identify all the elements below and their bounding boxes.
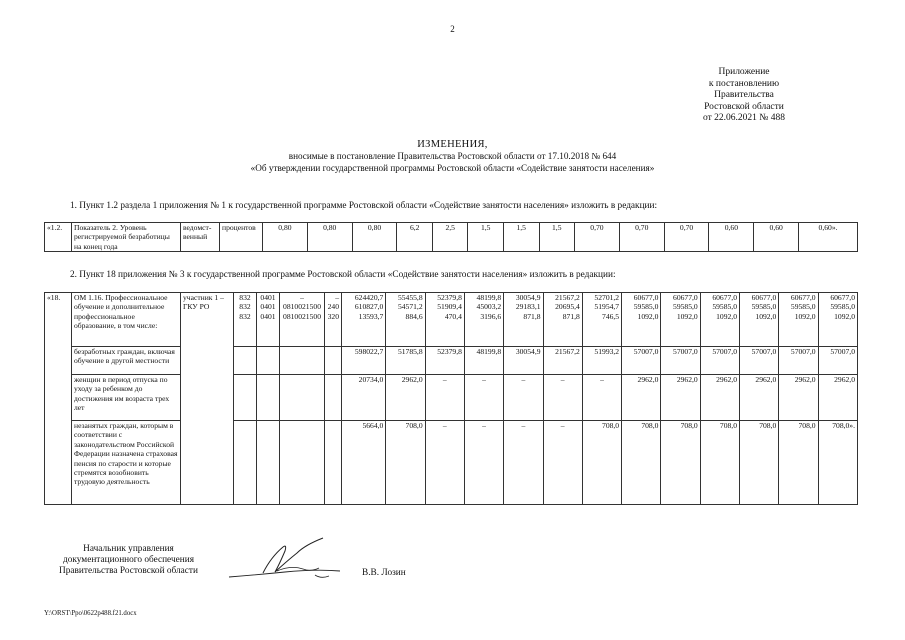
cell: «1.2. bbox=[45, 223, 72, 252]
cell bbox=[280, 421, 325, 505]
cell: 52379,8 51909,4 470,4 bbox=[425, 293, 464, 347]
table-row bbox=[45, 347, 858, 375]
cell bbox=[234, 347, 257, 375]
table-row bbox=[45, 293, 858, 347]
cell bbox=[325, 375, 342, 421]
signatory-name: В.В. Лозин bbox=[362, 568, 406, 578]
position-line: Начальник управления bbox=[83, 544, 174, 554]
appendix-line: Приложение bbox=[718, 67, 770, 77]
cell: 1,5 bbox=[503, 223, 539, 252]
cell: – bbox=[464, 375, 503, 421]
cell: – bbox=[582, 375, 621, 421]
cell: 708,0 bbox=[582, 421, 621, 505]
cell: 5664,0 bbox=[342, 421, 386, 505]
cell: 21567,2 20695,4 871,8 bbox=[543, 293, 582, 347]
cell: – bbox=[543, 421, 582, 505]
cell: – 0810021500 0810021500 bbox=[280, 293, 325, 347]
subtitle-line-2: «Об утверждении государственной программы Ростовской области «Содействие занятости населения» bbox=[250, 162, 655, 173]
cell: 60677,0 59585,0 1092,0 bbox=[818, 293, 857, 347]
cell: 0,60». bbox=[799, 223, 858, 252]
cell: 0,80 bbox=[263, 223, 308, 252]
cell: безработных граждан, включая обучение в другой местности bbox=[72, 347, 181, 375]
cell: 2962,0 bbox=[386, 375, 425, 421]
cell: 2,5 bbox=[432, 223, 468, 252]
cell: 57007,0 bbox=[740, 347, 779, 375]
cell: 55455,8 54571,2 884,6 bbox=[386, 293, 425, 347]
cell: 57007,0 bbox=[622, 347, 661, 375]
cell: 0401 0401 0401 bbox=[257, 293, 280, 347]
cell bbox=[257, 347, 280, 375]
cell: 708,0 bbox=[386, 421, 425, 505]
cell: 708,0 bbox=[700, 421, 739, 505]
cell: 0,70 bbox=[619, 223, 664, 252]
cell: 0,80 bbox=[352, 223, 397, 252]
cell: 6,2 bbox=[397, 223, 433, 252]
cell: 708,0». bbox=[818, 421, 857, 505]
cell: ОМ 1.16. Профессиональное обучение и дополнительное профессиональное образование, в том числе: bbox=[72, 293, 181, 347]
file-path: Y:\ORST\Ppo\0622p488.f21.docx bbox=[44, 610, 137, 617]
table-row bbox=[45, 421, 858, 505]
cell: 624420,7 610827,0 13593,7 bbox=[342, 293, 386, 347]
cell bbox=[325, 347, 342, 375]
handwritten-signature-icon bbox=[225, 535, 345, 585]
table-row bbox=[45, 375, 858, 421]
cell: 2962,0 bbox=[779, 375, 818, 421]
cell: ведомст-венный bbox=[181, 223, 220, 252]
cell: 708,0 bbox=[740, 421, 779, 505]
cell: – bbox=[504, 375, 543, 421]
funding-table bbox=[44, 292, 858, 505]
cell: 51993,2 bbox=[582, 347, 621, 375]
table-row bbox=[45, 223, 858, 252]
signatory-position bbox=[46, 544, 211, 577]
cell: 598022,7 bbox=[342, 347, 386, 375]
cell: женщин в период отпуска по уходу за ребенком до достижения им возраста трех лет bbox=[72, 375, 181, 421]
page-number: 2 bbox=[450, 24, 455, 34]
cell: 60677,0 59585,0 1092,0 bbox=[700, 293, 739, 347]
cell: 0,60 bbox=[754, 223, 799, 252]
cell: 51785,8 bbox=[386, 347, 425, 375]
cell: 60677,0 59585,0 1092,0 bbox=[622, 293, 661, 347]
cell: 30054,9 29183,1 871,8 bbox=[504, 293, 543, 347]
position-line: документационного обеспечения bbox=[63, 555, 194, 565]
cell: – bbox=[504, 421, 543, 505]
cell: участник 1 – ГКУ РО bbox=[181, 293, 234, 505]
appendix-line: к постановлению bbox=[708, 78, 780, 89]
cell: 2962,0 bbox=[661, 375, 700, 421]
subtitle-line-1: вносимые в постановление Правительства Ростовской области от 17.10.2018 № 644 bbox=[288, 151, 617, 161]
appendix-block bbox=[669, 67, 819, 125]
cell: 0,70 bbox=[575, 223, 620, 252]
cell: – 240 320 bbox=[325, 293, 342, 347]
cell: процентов bbox=[220, 223, 263, 252]
cell: 1,5 bbox=[468, 223, 504, 252]
cell: 708,0 bbox=[779, 421, 818, 505]
cell: 48199,8 45003,2 3196,6 bbox=[464, 293, 503, 347]
document-title: ИЗМЕНЕНИЯ, bbox=[417, 139, 488, 150]
cell: 52379,8 bbox=[425, 347, 464, 375]
cell: 57007,0 bbox=[661, 347, 700, 375]
cell: Показатель 2. Уровень регистрируемой безработицы на конец года bbox=[72, 223, 181, 252]
cell: 57007,0 bbox=[779, 347, 818, 375]
cell: 57007,0 bbox=[700, 347, 739, 375]
cell: – bbox=[543, 375, 582, 421]
cell: 52701,2 51954,7 746,5 bbox=[582, 293, 621, 347]
appendix-line: от 22.06.2021 № 488 bbox=[703, 113, 785, 123]
appendix-line: Ростовской области bbox=[704, 101, 784, 112]
cell: 2962,0 bbox=[622, 375, 661, 421]
cell: 0,70 bbox=[664, 223, 709, 252]
cell bbox=[257, 375, 280, 421]
cell: 832 832 832 bbox=[234, 293, 257, 347]
cell bbox=[234, 375, 257, 421]
position-line: Правительства Ростовской области bbox=[59, 566, 198, 576]
item-1-text: 1. Пункт 1.2 раздела 1 приложения № 1 к государственной программе Ростовской области «Содействие занятости населения» изложить в редакции: bbox=[70, 201, 658, 211]
appendix-line: Правительства bbox=[714, 90, 774, 100]
document-subtitle bbox=[0, 151, 905, 174]
cell: 60677,0 59585,0 1092,0 bbox=[740, 293, 779, 347]
indicator-table bbox=[44, 222, 858, 252]
cell: 2962,0 bbox=[740, 375, 779, 421]
cell: – bbox=[425, 375, 464, 421]
item-2-text: 2. Пункт 18 приложения № 3 к государственной программе Ростовской области «Содействие занятости населения» изложить в редакции: bbox=[70, 270, 616, 280]
cell: 2962,0 bbox=[818, 375, 857, 421]
cell: «18. bbox=[45, 293, 72, 505]
cell bbox=[280, 347, 325, 375]
cell: 21567,2 bbox=[543, 347, 582, 375]
cell: 48199,8 bbox=[464, 347, 503, 375]
cell bbox=[280, 375, 325, 421]
cell bbox=[257, 421, 280, 505]
cell: 2962,0 bbox=[700, 375, 739, 421]
cell: 20734,0 bbox=[342, 375, 386, 421]
cell: 0,60 bbox=[709, 223, 754, 252]
cell: 60677,0 59585,0 1092,0 bbox=[661, 293, 700, 347]
cell: 708,0 bbox=[661, 421, 700, 505]
cell: 30054,9 bbox=[504, 347, 543, 375]
cell: – bbox=[464, 421, 503, 505]
cell: незанятых граждан, которым в соответствии с законодательством Российской Федерации назначена страховая пенсия по старости и которые стремятся возобновить трудовую деятельность bbox=[72, 421, 181, 505]
cell: 60677,0 59585,0 1092,0 bbox=[779, 293, 818, 347]
cell: 0,80 bbox=[307, 223, 352, 252]
cell: 57007,0 bbox=[818, 347, 857, 375]
cell: 1,5 bbox=[539, 223, 575, 252]
cell: – bbox=[425, 421, 464, 505]
cell: 708,0 bbox=[622, 421, 661, 505]
cell bbox=[325, 421, 342, 505]
cell bbox=[234, 421, 257, 505]
